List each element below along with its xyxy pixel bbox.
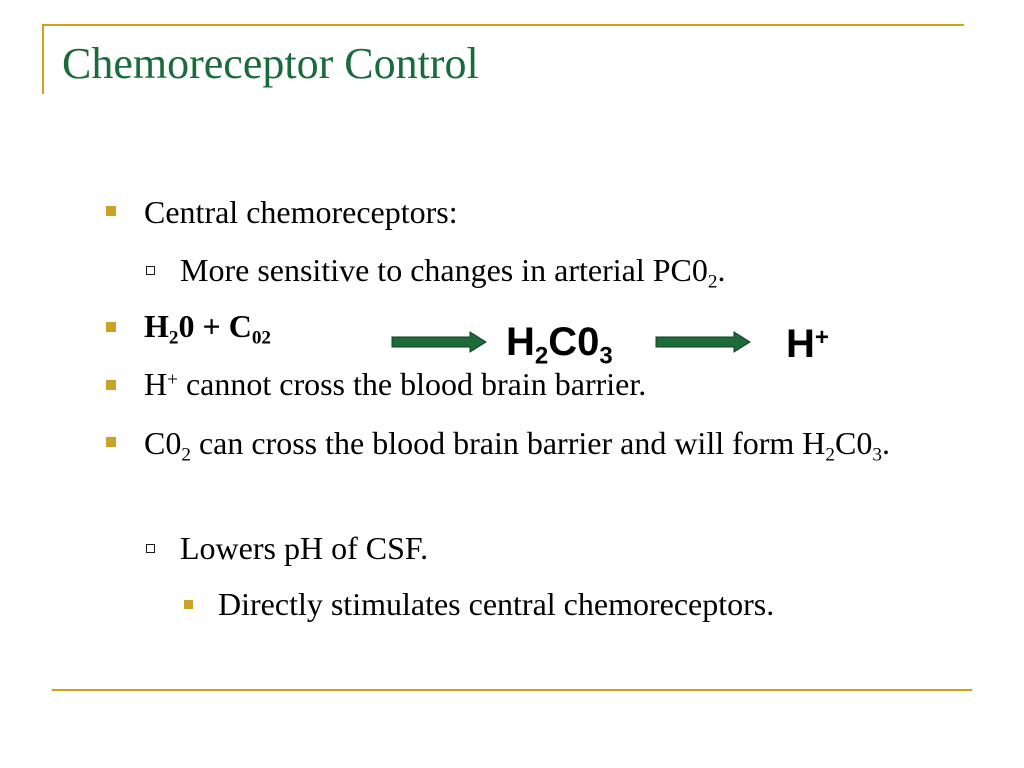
equation-text: $H_20 + C_{02}$ [144,308,272,349]
central-chemoreceptors-text: Central chemoreceptors: [144,194,458,230]
arrow-right-icon [654,330,754,354]
bullet-square [106,322,116,332]
product-h-ion: H+ [786,322,829,366]
frame-bottom-rule [52,689,972,691]
hollow-square-bullet [146,266,155,275]
hplus-text: H+ cannot cross the blood brain barrier. [144,366,647,402]
frame-top-rule [42,24,964,26]
product-h2co3: $H_2C0_3$ [506,320,613,370]
frame-left-rule [42,24,44,94]
hollow-square-bullet [146,544,155,553]
arrow-right-icon [390,330,490,354]
co2-text: $C0_2$ can cross the blood brain barrier and will form $H_2C0_3$. [144,425,890,466]
bullet-square [106,206,116,216]
slide-title: Chemoreceptor Control [62,39,479,88]
directly-stimulates-text: Directly stimulates central chemoreceptors. [218,586,775,622]
bullet-square [106,437,116,447]
sensitive-text: More sensitive to changes in arterial $PC0_2$. [180,252,726,293]
lowers-ph-text: Lowers pH of CSF. [180,530,429,566]
bullet-square [184,600,193,609]
bullet-square [106,380,116,390]
